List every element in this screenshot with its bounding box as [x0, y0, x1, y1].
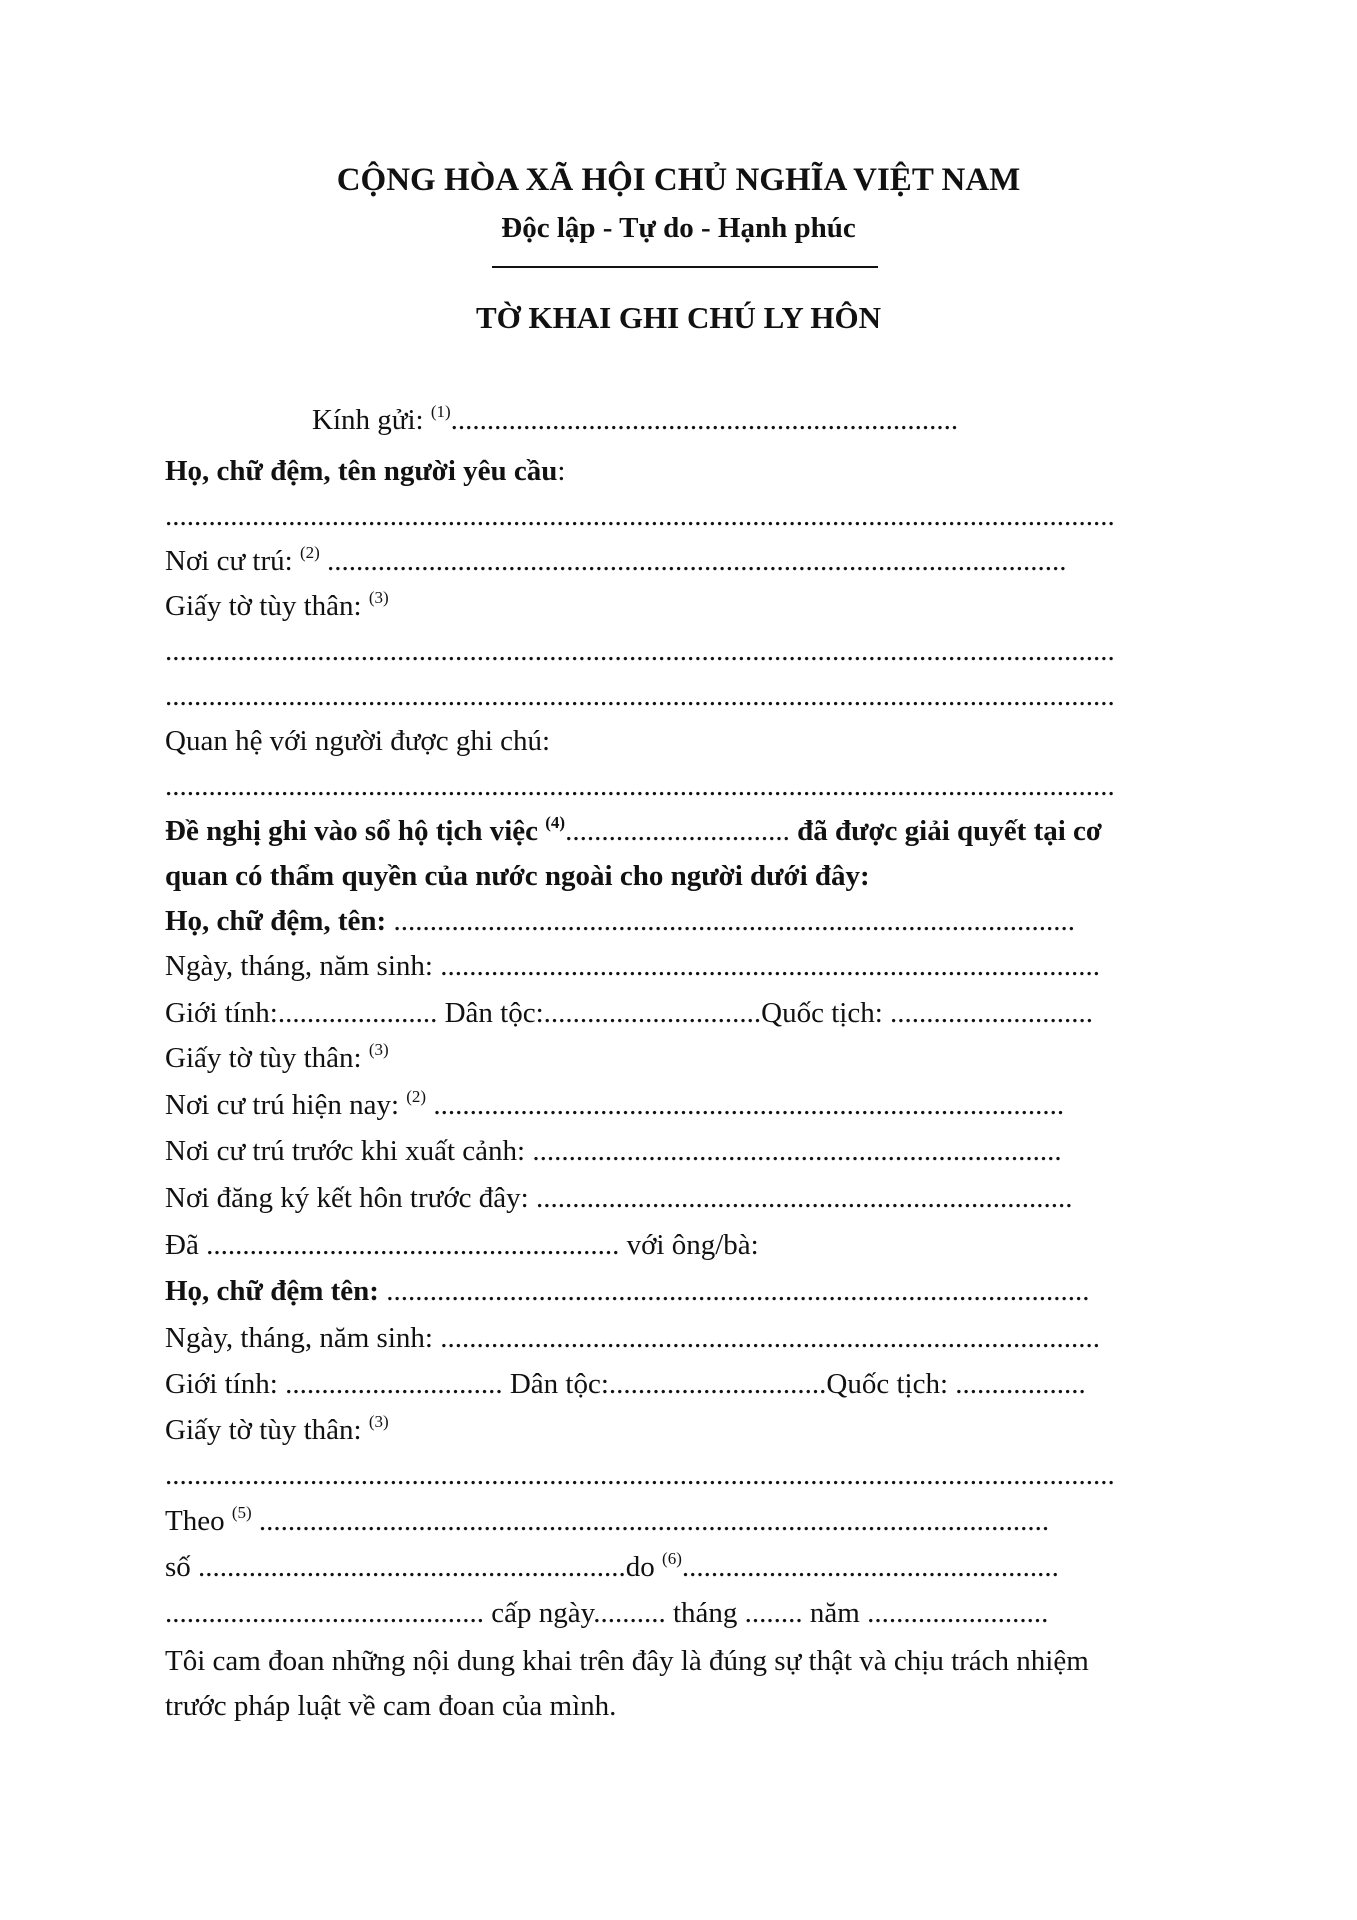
footnote-5: (5): [231, 1503, 252, 1522]
relation-field[interactable]: ...................................................................................................................................: [165, 770, 1115, 802]
footnote-3: (3): [368, 1040, 389, 1059]
p1-id-label: Giấy tờ tùy thân:: [165, 1042, 369, 1074]
footnote-6: (6): [662, 1549, 682, 1568]
request-line-2: quan có thẩm quyền của nước ngoài cho người dưới đây:: [165, 860, 870, 892]
p1-dob-field[interactable]: ...........................................................................................: [440, 950, 1100, 982]
request-line: [165, 813, 1195, 849]
p1-name-line: [165, 903, 1195, 939]
so-label: số: [165, 1551, 199, 1583]
so-field[interactable]: ...........................................................: [198, 1551, 626, 1583]
da-tail: với ông/bà:: [619, 1229, 759, 1261]
p1-marriage-place-label: Nơi đăng ký kết hôn trước đây:: [165, 1182, 536, 1214]
id-doc-field-1[interactable]: ...................................................................................................................................: [165, 635, 1115, 667]
p1-name-label: Họ, chữ đệm, tên:: [165, 905, 387, 937]
theo-line: [165, 1503, 1195, 1539]
p2-nation-label: Quốc tịch:: [826, 1368, 956, 1400]
p2-name-label: Họ, chữ đệm tên:: [165, 1275, 379, 1307]
p2-name-field[interactable]: .................................................................................................: [378, 1275, 1090, 1307]
pledge-line-2: trước pháp luật về cam đoan của mình.: [165, 1690, 617, 1722]
recipient-line: [312, 402, 1072, 438]
p2-dob-field[interactable]: ...........................................................................................: [440, 1322, 1100, 1354]
p1-marriage-place-line: [165, 1180, 1195, 1216]
issue-month-label: tháng: [672, 1597, 738, 1629]
footnote-2: (2): [299, 543, 320, 562]
p1-current-residence-label: Nơi cư trú hiện nay:: [165, 1089, 407, 1121]
p2-nation-field[interactable]: ..................: [955, 1368, 1086, 1400]
header-divider: [492, 266, 878, 268]
relation-label: Quan hệ với người được ghi chú:: [165, 725, 551, 757]
p1-current-residence-field[interactable]: .......................................................................................: [426, 1089, 1065, 1121]
p1-previous-residence-label: Nơi cư trú trước khi xuất cảnh:: [165, 1135, 533, 1167]
national-motto: Độc lập - Tự do - Hạnh phúc: [501, 212, 856, 244]
p1-ethnic-field[interactable]: ..............................: [543, 997, 762, 1029]
p1-nation-label: Quốc tịch:: [761, 997, 890, 1029]
p1-nation-field[interactable]: ............................: [890, 997, 1093, 1029]
p1-current-residence-line: [165, 1087, 1195, 1123]
requester-name-label: Họ, chữ đệm, tên người yêu cầu: [165, 455, 558, 487]
p1-dob-label: Ngày, tháng, năm sinh:: [165, 950, 441, 982]
p1-previous-residence-line: [165, 1133, 1195, 1169]
footnote-3: (3): [368, 588, 389, 607]
p1-marriage-place-field[interactable]: ..........................................................................: [535, 1182, 1073, 1214]
p2-gender-line: [165, 1366, 1195, 1402]
p2-dob-line: [165, 1320, 1195, 1356]
requester-name-line: [165, 453, 1195, 489]
do-label: do: [625, 1551, 663, 1583]
requester-name-field[interactable]: ...................................................................................................................................: [165, 500, 1115, 532]
issue-year-field[interactable]: .........................: [859, 1597, 1049, 1629]
p1-id-line: [165, 1040, 1195, 1076]
p2-gender-label: Giới tính:: [165, 1368, 286, 1400]
recipient-label: Kính gửi:: [312, 404, 431, 436]
da-label: Đã: [165, 1229, 207, 1261]
residence-line: [165, 543, 1195, 579]
issue-day-label: cấp ngày: [491, 1597, 594, 1629]
p1-dob-line: [165, 948, 1195, 984]
p2-ethnic-field[interactable]: ..............................: [608, 1368, 827, 1400]
recipient-field[interactable]: ......................................................................: [450, 404, 959, 436]
request-label: Đề nghị ghi vào sổ hộ tịch việc: [165, 815, 546, 847]
issue-day-field[interactable]: ..........: [593, 1597, 673, 1629]
p2-id-label: Giấy tờ tùy thân:: [165, 1414, 369, 1446]
form-title: TỜ KHAI GHI CHÚ LY HÔN: [475, 300, 882, 335]
so-line: [165, 1549, 1195, 1585]
p2-gender-field[interactable]: ..............................: [285, 1368, 503, 1400]
do-field[interactable]: ....................................................: [681, 1551, 1059, 1583]
da-line: [165, 1227, 1195, 1263]
theo-label: Theo: [165, 1505, 232, 1537]
p2-dob-label: Ngày, tháng, năm sinh:: [165, 1322, 441, 1354]
issue-year-label: năm: [809, 1597, 860, 1629]
pledge-line-1: Tôi cam đoan những nội dung khai trên đây là đúng sự thật và chịu trách nhiệm: [165, 1645, 1089, 1677]
p2-ethnic-label: Dân tộc:: [502, 1368, 609, 1400]
request-field[interactable]: ...............................: [565, 815, 790, 847]
residence-field[interactable]: ......................................................................................................: [319, 545, 1067, 577]
id-doc-label: Giấy tờ tùy thân:: [165, 590, 369, 622]
p1-previous-residence-field[interactable]: .........................................................................: [532, 1135, 1062, 1167]
p1-name-field[interactable]: ..............................................................................................: [386, 905, 1075, 937]
issue-month-field[interactable]: ........: [737, 1597, 810, 1629]
requester-name-colon: :: [557, 455, 566, 487]
footnote-2: (2): [406, 1087, 427, 1106]
p2-name-line: [165, 1273, 1195, 1309]
p1-gender-field[interactable]: ......................: [277, 997, 438, 1029]
da-field[interactable]: .........................................................: [206, 1229, 620, 1261]
p1-ethnic-label: Dân tộc:: [437, 997, 544, 1029]
p2-id-field[interactable]: ...................................................................................................................................: [165, 1459, 1115, 1491]
p2-id-line: [165, 1412, 1195, 1448]
footnote-3: (3): [368, 1412, 389, 1431]
footnote-4: (4): [545, 813, 566, 832]
id-doc-field-2[interactable]: ...................................................................................................................................: [165, 680, 1115, 712]
country-name: CỘNG HÒA XÃ HỘI CHỦ NGHĨA VIỆT NAM: [336, 162, 1021, 198]
p1-gender-line: [165, 995, 1195, 1031]
footnote-1: (1): [430, 402, 451, 421]
theo-field[interactable]: .............................................................................................................: [251, 1505, 1050, 1537]
issuer-field[interactable]: ............................................: [165, 1597, 492, 1629]
p1-gender-label: Giới tính:: [165, 997, 278, 1029]
id-doc-line: [165, 588, 1195, 624]
request-tail: đã được giải quyết tại cơ: [789, 815, 1102, 847]
issue-date-line: [165, 1595, 1195, 1631]
residence-label: Nơi cư trú:: [165, 545, 300, 577]
